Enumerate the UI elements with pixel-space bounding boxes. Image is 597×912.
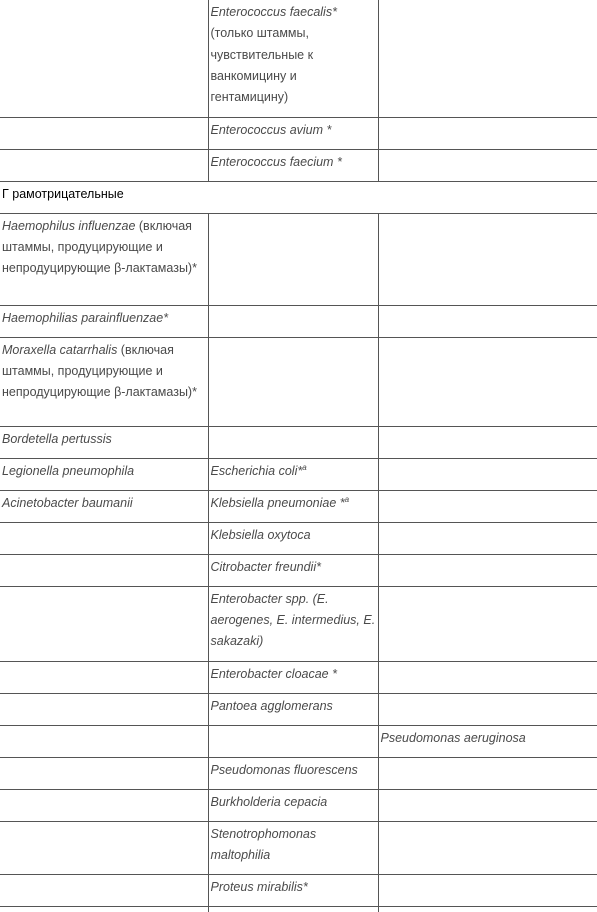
table-row: [0, 906, 597, 912]
table-cell: [378, 725, 597, 757]
table-row: [0, 522, 597, 554]
table-cell: [208, 693, 378, 725]
footnote-marker: a: [344, 494, 350, 504]
organism-name: Haemophilias parainfluenzae: [2, 310, 164, 325]
table-cell: [208, 426, 378, 458]
table-cell: [378, 522, 597, 554]
table-cell: [208, 725, 378, 757]
table-cell: [208, 821, 378, 874]
organism-marker: *: [323, 122, 332, 137]
table-cell: [378, 117, 597, 149]
table-row: [0, 757, 597, 789]
table-cell: [0, 725, 208, 757]
organism-name: Proteus mirabilis: [210, 879, 303, 894]
table-row: [0, 149, 597, 181]
table-cell: [208, 305, 378, 337]
organism-name: Acinetobacter baumanii: [2, 495, 133, 510]
organism-name: Enterococcus faecium: [210, 154, 334, 169]
table-cell: [0, 305, 208, 337]
organism-name: Pantoea agglomerans: [210, 698, 333, 713]
table-row: [0, 458, 597, 490]
table-cell: [208, 661, 378, 693]
organism-marker: *: [333, 154, 342, 169]
section-header-row: [0, 181, 597, 213]
table-cell: [378, 789, 597, 821]
table-row: [0, 117, 597, 149]
table-cell: [208, 586, 378, 661]
table-cell: [378, 458, 597, 490]
table-row: [0, 661, 597, 693]
table-row: [0, 490, 597, 522]
table-row: [0, 0, 597, 117]
table-cell: [378, 305, 597, 337]
table-cell: [208, 906, 378, 912]
organism-marker: *: [328, 666, 337, 681]
table-cell: [0, 821, 208, 874]
table-cell: [208, 789, 378, 821]
organism-name: Enterobacter cloacae: [210, 666, 329, 681]
table-cell: [0, 522, 208, 554]
organism-marker: *: [302, 879, 308, 894]
organism-marker: *: [332, 5, 337, 19]
table-cell: [208, 213, 378, 305]
section-title: Г рамотрицательные: [2, 186, 124, 201]
table-row: [0, 874, 597, 906]
table-cell: [0, 426, 208, 458]
organism-note: (включая штаммы, продуцирующие и непродуцирующие β-лактамазы)*: [2, 218, 197, 276]
table-cell: [208, 874, 378, 906]
table-row: [0, 821, 597, 874]
table-row: [0, 725, 597, 757]
table-cell: [0, 874, 208, 906]
table-cell: [0, 554, 208, 586]
table-row: [0, 789, 597, 821]
table-cell: [0, 757, 208, 789]
table-cell: [0, 693, 208, 725]
footnote-marker: a: [302, 462, 307, 472]
table-cell: [378, 554, 597, 586]
table-row: [0, 554, 597, 586]
organism-marker: *: [297, 463, 303, 478]
table-cell: [208, 757, 378, 789]
table-cell: [378, 213, 597, 305]
organism-name: Citrobacter freundii: [210, 559, 317, 574]
table-cell: [378, 874, 597, 906]
table-cell: [208, 149, 378, 181]
table-cell: [0, 789, 208, 821]
organism-name: Legionella pneumophila: [2, 463, 135, 478]
organism-name: Enterococcus faecalis: [210, 5, 333, 19]
table-cell: [0, 661, 208, 693]
table-cell: [208, 0, 378, 117]
table-row: [0, 213, 597, 305]
organism-name: Stenotrophomonas maltophilia: [210, 826, 317, 862]
table-cell: [0, 906, 208, 912]
organism-name: Bordetella pertussis: [2, 431, 112, 446]
table-cell: [208, 490, 378, 522]
organism-marker: *: [316, 559, 321, 574]
organism-name: Klebsiella oxytoca: [210, 527, 311, 542]
table-row: [0, 426, 597, 458]
table-cell: [208, 522, 378, 554]
table-cell: [378, 821, 597, 874]
organism-name: Enterococcus avium: [210, 122, 324, 137]
table-cell: [378, 661, 597, 693]
table-cell: [0, 458, 208, 490]
table-cell: [208, 458, 378, 490]
table-cell: [378, 906, 597, 912]
table-cell: [0, 337, 208, 426]
table-row: [0, 305, 597, 337]
organism-name: Haemophilus influenzae: [2, 218, 136, 233]
table-cell: [208, 337, 378, 426]
table-cell: [208, 554, 378, 586]
table-cell: [208, 117, 378, 149]
table-cell: [378, 337, 597, 426]
table-row: [0, 586, 597, 661]
table-cell: [378, 426, 597, 458]
organism-name: Klebsiella pneumoniae: [210, 495, 337, 510]
organism-note: (только штаммы, чувствительные к ванкомицину и гентамицину): [210, 26, 314, 105]
table-cell: [378, 0, 597, 117]
section-header-cell: [0, 181, 597, 213]
table-cell: [0, 490, 208, 522]
table-cell: [378, 149, 597, 181]
table-cell: [378, 586, 597, 661]
table-cell: [0, 586, 208, 661]
table-cell: [0, 117, 208, 149]
table-cell: [378, 693, 597, 725]
organism-name: Enterobacter spp. (E. aerogenes, E. intermedius, E. sakazaki): [210, 591, 376, 649]
table-cell: [0, 0, 208, 117]
table-cell: [378, 490, 597, 522]
organism-name: Escherichia coli: [210, 463, 298, 478]
organism-name: Moraxella catarrhalis: [2, 342, 118, 357]
organism-note: (включая штаммы, продуцирующие и непродуцирующие β-лактамазы)*: [2, 342, 197, 400]
organism-name: Pseudomonas aeruginosa: [380, 730, 526, 745]
organism-name: Burkholderia cepacia: [210, 794, 328, 809]
table-row: [0, 693, 597, 725]
organism-marker: *: [336, 495, 345, 510]
table-cell: [0, 149, 208, 181]
table-cell: [378, 757, 597, 789]
table-row: [0, 337, 597, 426]
organism-marker: *: [163, 310, 169, 325]
table-cell: [0, 213, 208, 305]
organism-name: Pseudomonas fluorescens: [210, 762, 358, 777]
